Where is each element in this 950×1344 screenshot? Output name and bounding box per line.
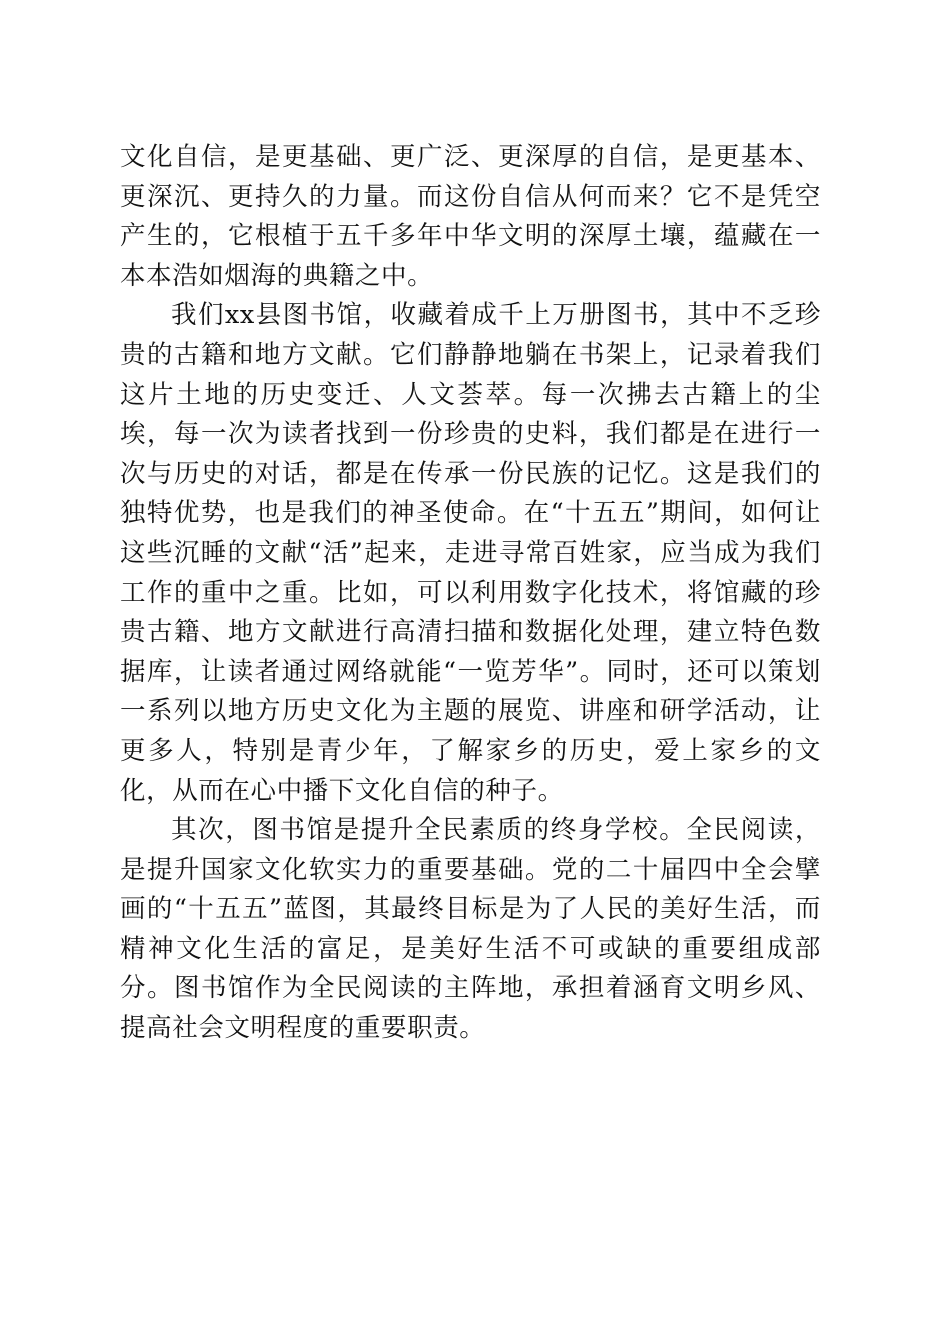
paragraph-1: 文化自信，是更基础、更广泛、更深厚的自信，是更基本、更深沉、更持久的力量。而这份自信从何而来？它不是凭空产生的，它根植于五千多年中华文明的深厚土壤，蕴藏在一本本浩如烟海的典籍之中。: [120, 142, 821, 291]
document-page: [120, 138, 821, 1049]
paragraph-3: 其次，图书馆是提升全民素质的终身学校。全民阅读，是提升国家文化软实力的重要基础。党的二十届四中全会擘画的“十五五”蓝图，其最终目标是为了人民的美好生活，而精神文化生活的富足，是美好生活不可或缺的重要组成部分。图书馆作为全民阅读的主阵地，承担着涵育文明乡风、提高社会文明程度的重要职责。: [120, 815, 821, 1044]
paragraph-2: 我们xx县图书馆，收藏着成千上万册图书，其中不乏珍贵的古籍和地方文献。它们静静地躺在书架上，记录着我们这片土地的历史变迁、人文荟萃。每一次拂去古籍上的尘埃，每一次为读者找到一份珍贵的史料，我们都是在进行一次与历史的对话，都是在传承一份民族的记忆。这是我们的独特优势，也是我们的神圣使命。在“十五五”期间，如何让这些沉睡的文献“活”起来，走进寻常百姓家，应当成为我们工作的重中之重。比如，可以利用数字化技术，将馆藏的珍贵古籍、地方文献进行高清扫描和数据化处理，建立特色数据库，让读者通过网络就能“一览芳华”。同时，还可以策划一系列以地方历史文化为主题的展览、讲座和研学活动，让更多人，特别是青少年，了解家乡的历史，爱上家乡的文化，从而在心中播下文化自信的种子。: [120, 300, 821, 806]
